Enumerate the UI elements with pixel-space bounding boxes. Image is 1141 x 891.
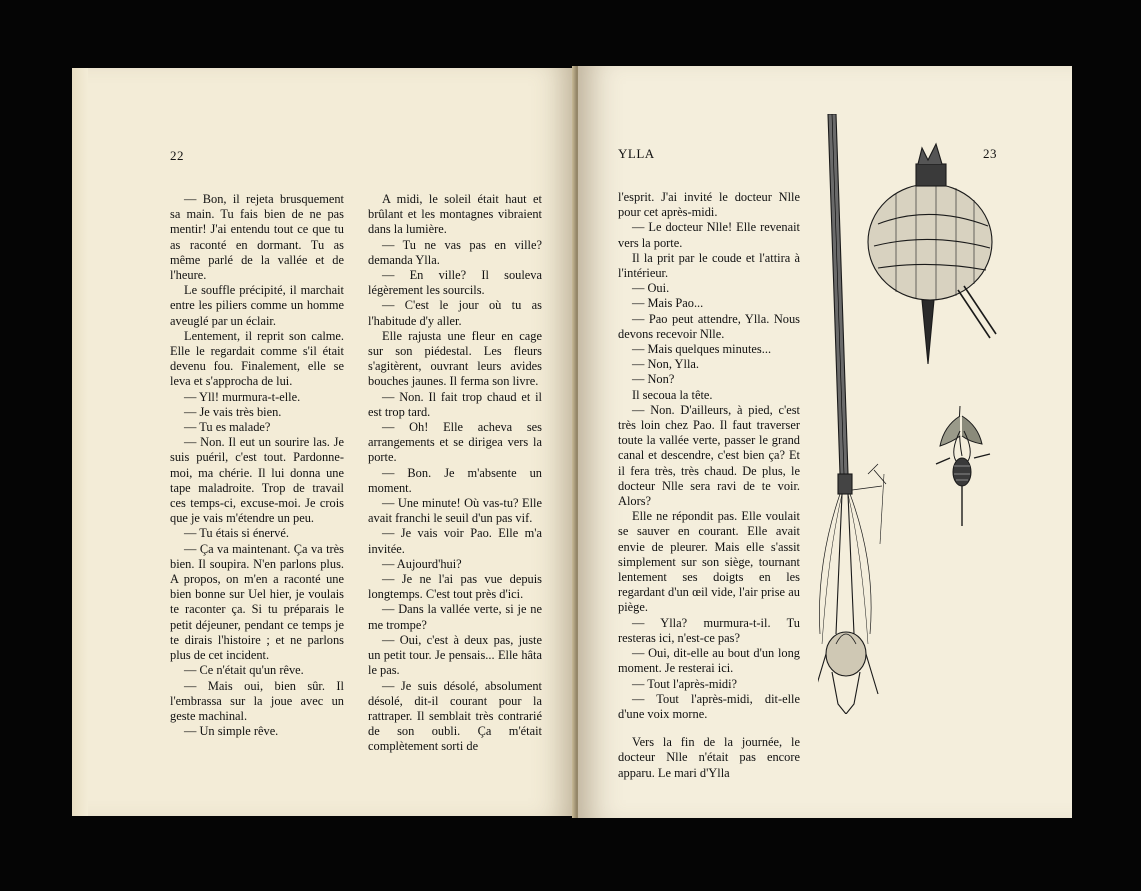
paragraph: — Le docteur Nlle! Elle revenait vers la porte.	[618, 220, 800, 250]
running-header: YLLA	[618, 146, 655, 161]
paragraph: — Tu étais si énervé.	[184, 526, 289, 541]
paragraph: — Oui, c'est à deux pas, juste un petit tour. Je pensais... Elle hâta le pas.	[368, 632, 542, 678]
paragraph: — Mais oui, bien sûr. Il l'embrassa sur la joue avec un geste machinal.	[170, 678, 344, 723]
paragraph: — Bon, il rejeta brusquement sa main. Tu fais bien de ne pas mentir! J'ai entendu tout ce que tu as raconté en dormant. Tu as même parlé de la vallée et de l'heure.	[170, 192, 344, 283]
paragraph: A midi, le soleil était haut et brûlant et les montagnes vibraient dans la lumière.	[368, 192, 542, 237]
paragraph: — Bon. Je m'absente un moment.	[368, 465, 542, 495]
left-column-1	[170, 192, 344, 739]
paragraph: Il secoua la tête.	[632, 387, 713, 402]
paragraph: Lentement, il reprit son calme. Elle le regardait comme s'il était devenu fou. Finalement, elle se leva et s'approcha de lui.	[170, 328, 344, 389]
paragraph: Elle rajusta une fleur en cage sur son piédestal. Les fleurs s'agitèrent, ouvrant leurs avides bouches jaunes. Il ferma son livre.	[368, 328, 542, 389]
right-page	[578, 66, 1072, 818]
paragraph: — Une minute! Où vas-tu? Elle avait franchi le seuil d'un pas vif.	[368, 496, 542, 526]
page-edge	[72, 68, 88, 816]
paragraph: — Non. Il fait trop chaud et il est trop tard.	[368, 389, 542, 419]
flower-sprig-illustration-icon	[930, 406, 1000, 531]
left-column-2	[368, 192, 542, 755]
paragraph: — Je vais voir Pao. Elle m'a invitée.	[368, 526, 542, 556]
paragraph: — Pao peut attendre, Ylla. Nous devons recevoir Nlle.	[618, 311, 800, 341]
paragraph: — Oui.	[632, 281, 670, 296]
paragraph: Vers la fin de la journée, le docteur Nlle n'était pas encore apparu. Le mari d'Ylla	[618, 735, 800, 780]
page-number-right: 23	[983, 146, 997, 161]
paragraph: — Mais Pao...	[632, 296, 704, 311]
paragraph: — Tout l'après-midi, dit-elle d'une voix morne.	[618, 691, 800, 721]
paragraph: — Non, Ylla.	[632, 357, 699, 372]
paragraph: — Yll! murmura-t-elle.	[184, 389, 301, 404]
paragraph: Il la prit par le coude et l'attira à l'intérieur.	[618, 250, 800, 281]
paragraph: — Aujourd'hui?	[382, 556, 462, 571]
page-number-left: 22	[170, 148, 184, 163]
paragraph: — Ce n'était qu'un rêve.	[184, 663, 304, 678]
left-page	[72, 68, 576, 816]
paragraph: — Oui, dit-elle au bout d'un long moment. Je resterai ici.	[618, 646, 800, 676]
paragraph: — Non. Il eut un sourire las. Je suis puéril, c'est tout. Pardonne-moi, ma chérie. Il lui donna une tape maladroite. Trop de travail ces temps-ci, excuse-moi. Je crois que je vais m'étendre un peu.	[170, 435, 344, 526]
paragraph: — Je vais très bien.	[184, 404, 282, 419]
paragraph: — Je ne l'ai pas vue depuis longtemps. C'est tout près d'ici.	[368, 572, 542, 602]
paragraph: — Oh! Elle acheva ses arrangements et se dirigea vers la porte.	[368, 420, 542, 465]
paragraph: Elle ne répondit pas. Elle voulait se sauver en courant. Elle avait envie de pleurer. Mais elle s'assit simplement sur son siège, tournant lentement ses doigts en les regardant d'un œil vide, l'air prise au piège.	[618, 509, 800, 615]
paragraph: — C'est le jour où tu as l'habitude d'y aller.	[368, 298, 542, 328]
paragraph: — Dans la vallée verte, si je ne me trompe?	[368, 602, 542, 632]
paragraph: — Mais quelques minutes...	[632, 342, 772, 357]
book-spread	[72, 66, 1072, 818]
paragraph: — Je suis désolé, absolument désolé, dit-il courant pour la rattraper. Il semblait très contrarié de son oubli. Ça m'était complètement sorti de	[368, 678, 542, 754]
paragraph: — Tout l'après-midi?	[632, 676, 738, 691]
paragraph: — Ylla? murmura-t-il. Tu resteras ici, n'est-ce pas?	[618, 615, 800, 645]
paragraph: Le souffle précipité, il marchait entre les piliers comme un homme aveuglé par un éclair.	[170, 283, 344, 328]
paragraph: — Non?	[632, 372, 675, 387]
paragraph: — Non. D'ailleurs, à pied, c'est très loin chez Pao. Il faut traverser toute la vallée verte, passer le grand canal et descendre, c'est bien ça? Et il fera très, très chaud. De plus, le docteur Nlle sera ravi de te voir. Alors?	[618, 402, 800, 509]
paragraph: l'esprit. J'ai invité le docteur Nlle pour cet après-midi.	[618, 190, 800, 220]
paragraph: — Tu es malade?	[184, 420, 271, 435]
paragraph: — Un simple rêve.	[184, 724, 279, 739]
paragraph: — Ça va maintenant. Ça va très bien. Il soupira. N'en parlons plus. A propos, on m'en a raconté une bien bonne sur Uel hier, je voulais te raconter ça. Si tu préparais le petit déjeuner, pendant ce temps je te dirais l'histoire ; et ne parlons plus de cet incident.	[170, 541, 344, 663]
paragraph: — Tu ne vas pas en ville? demanda Ylla.	[368, 237, 542, 267]
paragraph: — En ville? Il souleva légèrement les sourcils.	[368, 268, 542, 298]
right-column	[618, 190, 800, 781]
